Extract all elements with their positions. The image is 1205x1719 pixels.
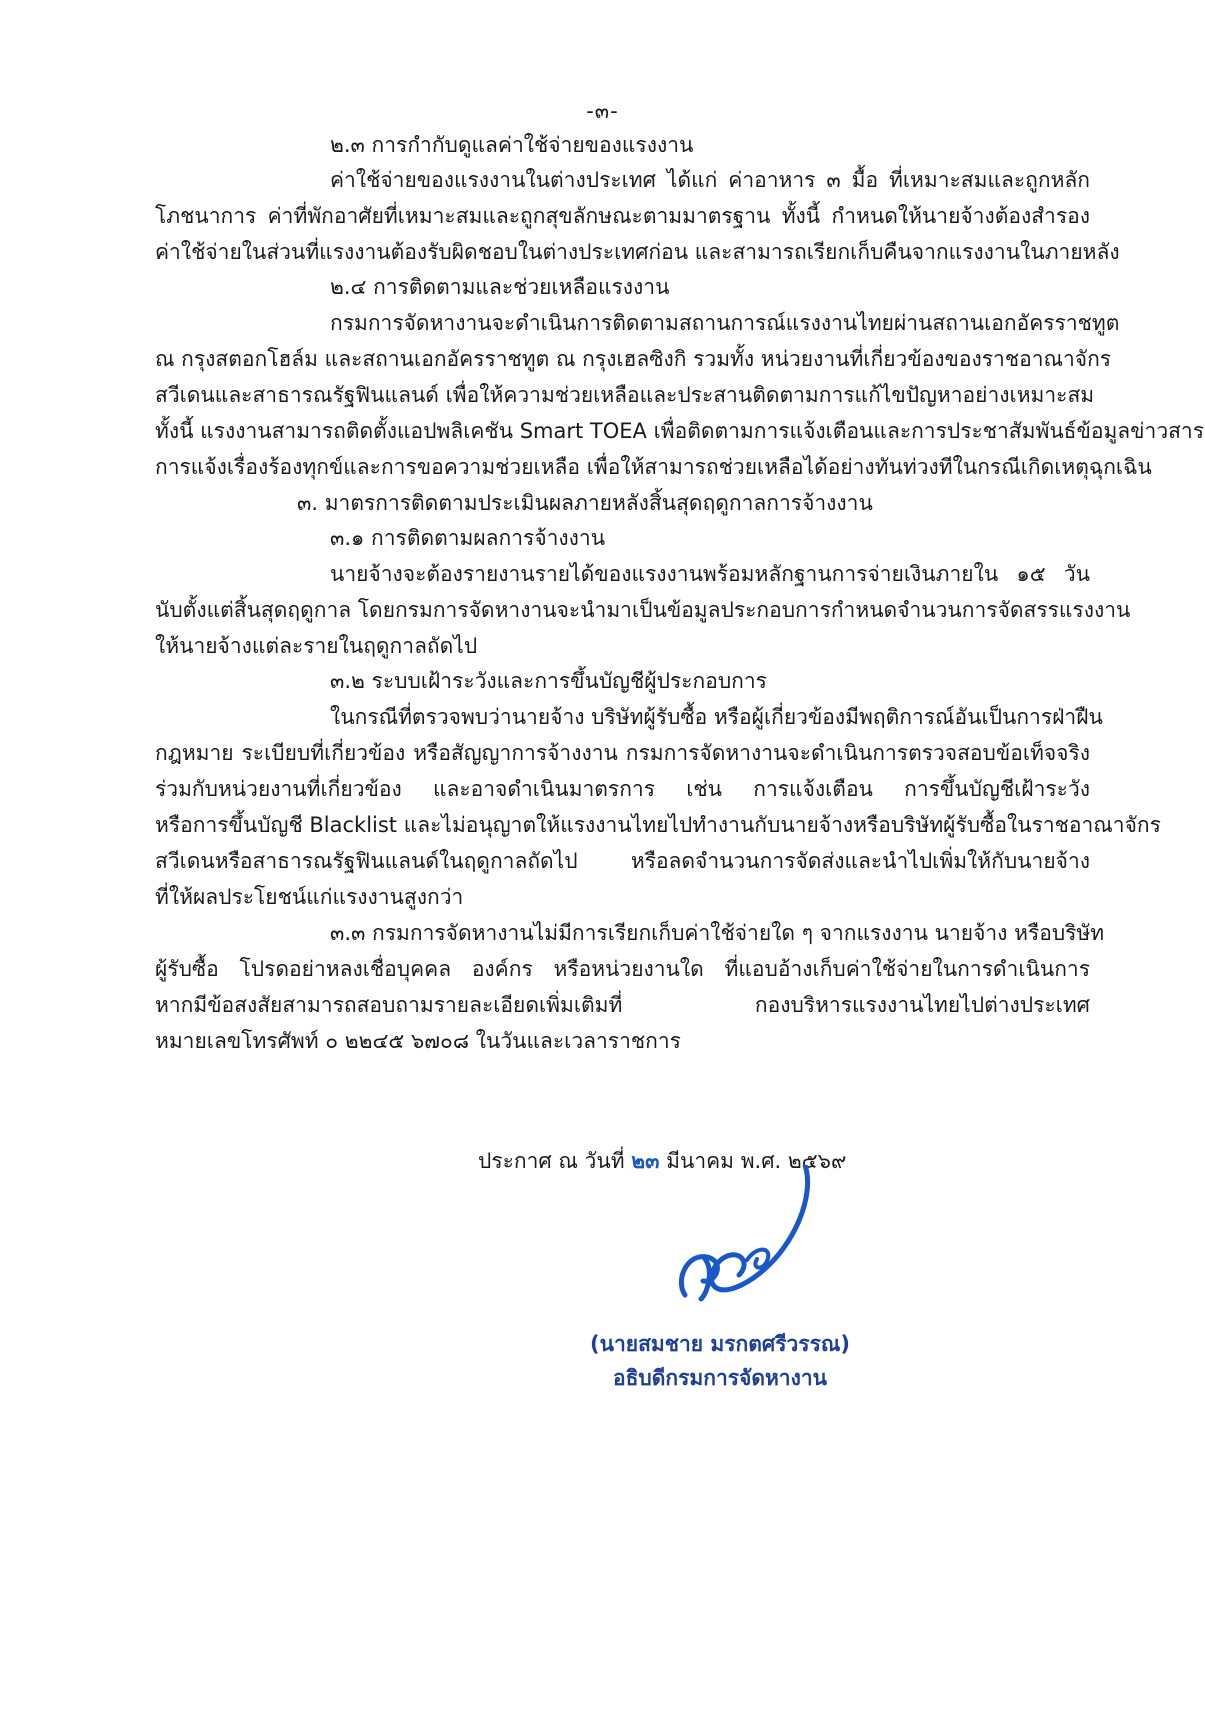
- section-3-2-heading: ๓.๒ ระบบเฝ้าระวังและการขึ้นบัญชีผู้ประกอบการ: [330, 669, 767, 693]
- signatory-title: อธิบดีกรมการจัดหางาน: [613, 1366, 827, 1390]
- section-3-3-line: หมายเลขโทรศัพท์ ๐ ๒๒๔๕ ๖๗๐๘ ในวันและเวลาราชการ: [155, 1029, 681, 1053]
- section-2-4-line: ณ กรุงสตอกโฮล์ม และสถานเอกอัครราชทูต ณ กรุงเฮลซิงกิ รวมทั้ง หน่วยงานที่เกี่ยวข้องของราชอาณาจักร: [155, 347, 1112, 371]
- section-3-3-line: ผู้รับซื้อ โปรดอย่าหลงเชื่อบุคคล องค์กร หรือหน่วยงานใด ที่แอบอ้างเก็บค่าใช้จ่ายในการดำเนินการ: [155, 957, 1090, 981]
- section-3-2-line: ในกรณีที่ตรวจพบว่านายจ้าง บริษัทผู้รับซื้อ หรือผู้เกี่ยวข้องมีพฤติการณ์อันเป็นการฝ่าฝืน: [330, 705, 1103, 729]
- section-2-4-line: การแจ้งเรื่องร้องทุกข์และการขอความช่วยเหลือ เพื่อให้สามารถช่วยเหลือได้อย่างทันท่วงทีในกรณีเกิดเหตุฉุกเฉิน: [155, 455, 1152, 479]
- section-3-1-line: นายจ้างจะต้องรายงานรายได้ของแรงงานพร้อมหลักฐานการจ่ายเงินภายใน ๑๕ วัน: [330, 562, 1090, 586]
- section-2-4-line: ทั้งนี้ แรงงานสามารถติดตั้งแอปพลิเคชัน Smart TOEA เพื่อติดตามการแจ้งเตือนและการประชาสัมพันธ์ข้อมูลข่าวสาร: [155, 419, 1204, 443]
- announcement-prefix: ประกาศ ณ วันที่: [478, 1149, 625, 1173]
- announcement-year: ๒๕๖๙: [787, 1149, 847, 1173]
- signatory-name: (นายสมชาย มรกตศรีวรรณ): [590, 1332, 850, 1356]
- section-3-3-line: ๓.๓ กรมการจัดหางานไม่มีการเรียกเก็บค่าใช้จ่ายใด ๆ จากแรงงาน นายจ้าง หรือบริษัท: [330, 921, 1105, 945]
- section-2-3-line: ค่าใช้จ่ายในส่วนที่แรงงานต้องรับผิดชอบในต่างประเทศก่อน และสามารถเรียกเก็บคืนจากแรงงานในภายหลัง: [155, 240, 1120, 264]
- section-2-4-line: สวีเดนและสาธารณรัฐฟินแลนด์ เพื่อให้ความช่วยเหลือและประสานติดตามการแก้ไขปัญหาอย่างเหมาะสม: [155, 383, 1095, 407]
- section-3-heading: ๓. มาตรการติดตามประเมินผลภายหลังสิ้นสุดฤดูกาลการจ้างงาน: [297, 491, 873, 515]
- section-2-3-heading: ๒.๓ การกำกับดูแลค่าใช้จ่ายของแรงงาน: [330, 133, 694, 157]
- section-3-3-line: หากมีข้อสงสัยสามารถสอบถามรายละเอียดเพิ่มเติมที่ กองบริหารแรงงานไทยไปต่างประเทศ: [155, 993, 1090, 1017]
- section-3-1-line: นับตั้งแต่สิ้นสุดฤดูกาล โดยกรมการจัดหางานจะนำมาเป็นข้อมูลประกอบการกำหนดจำนวนการจัดสรรแรงงาน: [155, 598, 1131, 622]
- section-2-4-line: กรมการจัดหางานจะดำเนินการติดตามสถานการณ์แรงงานไทยผ่านสถานเอกอัครราชทูต: [330, 311, 1120, 335]
- section-3-1-line: ให้นายจ้างแต่ละรายในฤดูกาลถัดไป: [155, 634, 478, 658]
- section-3-2-line: กฎหมาย ระเบียบที่เกี่ยวข้อง หรือสัญญาการจ้างงาน กรมการจัดหางานจะดำเนินการตรวจสอบข้อเท็จจริง: [155, 741, 1090, 765]
- announcement-month-year-prefix: มีนาคม พ.ศ.: [666, 1149, 782, 1173]
- section-3-2-line: สวีเดนหรือสาธารณรัฐฟินแลนด์ในฤดูกาลถัดไป หรือลดจำนวนการจัดส่งและนำไปเพิ่มให้กับนายจ้าง: [155, 849, 1090, 873]
- section-3-2-line: ร่วมกับหน่วยงานที่เกี่ยวข้อง และอาจดำเนินมาตรการ เช่น การแจ้งเตือน การขึ้นบัญชีเฝ้าระวัง: [155, 777, 1090, 801]
- announcement-day: ๒๓: [631, 1148, 660, 1173]
- signature-image: [665, 1165, 865, 1305]
- section-2-3-line: โภชนาการ ค่าที่พักอาศัยที่เหมาะสมและถูกสุขลักษณะตามมาตรฐาน ทั้งนี้ กำหนดให้นายจ้างต้องสำรอง: [155, 204, 1090, 228]
- section-3-1-heading: ๓.๑ การติดตามผลการจ้างงาน: [330, 526, 606, 550]
- section-2-4-heading: ๒.๔ การติดตามและช่วยเหลือแรงงาน: [330, 275, 670, 299]
- section-3-2-line: ที่ให้ผลประโยชน์แก่แรงงานสูงกว่า: [155, 885, 464, 909]
- section-2-3-line: ค่าใช้จ่ายของแรงงานในต่างประเทศ ได้แก่ ค่าอาหาร ๓ มื้อ ที่เหมาะสมและถูกหลัก: [330, 168, 1090, 192]
- page-number: -๓-: [586, 99, 619, 123]
- section-3-2-line: หรือการขึ้นบัญชี Blacklist และไม่อนุญาตให้แรงงานไทยไปทำงานกับนายจ้างหรือบริษัทผู้รับซื้อในราชอาณาจักร: [155, 813, 1161, 837]
